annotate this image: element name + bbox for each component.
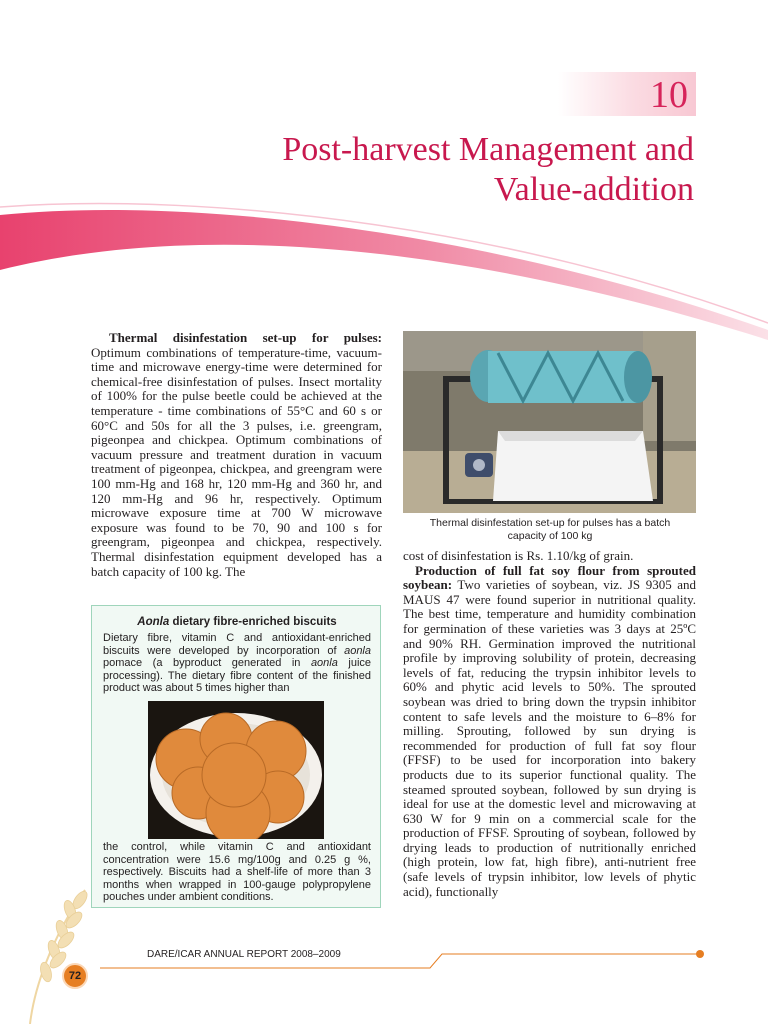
- chapter-number: 10: [650, 74, 688, 116]
- text-segment: juice processing). The dietary fibre content of the finished product was about 5 times higher than: [103, 657, 372, 695]
- title-italic: Aonla: [137, 616, 170, 628]
- paragraph-thermal-disinfestation: [91, 331, 382, 579]
- wheat-ear-decoration: [0, 880, 110, 1024]
- photo-thermal-setup: [403, 331, 696, 513]
- feature-box-title: [92, 616, 382, 628]
- chapter-title-line-1: Post-harvest Management and: [282, 131, 694, 168]
- feature-box-aonla-biscuits: [91, 605, 381, 908]
- paragraph-continuation: cost of disinfestation is Rs. 1.10/kg of grain.: [403, 548, 634, 563]
- chapter-title-line-2: Value-addition: [493, 171, 694, 208]
- footer-rule: [40, 945, 720, 975]
- paragraph-body: Two varieties of soybean, viz. JS 9305 and MAUS 47 were found superior in nutritional quality. The best time, temperature and humidity combination for germination of these varieties was 3 days at 25ºC and 90% RH. Germination improved the nutritional profile by improving solubility of protein, decreasing levels of fat, reducing the trypsin inhibitor levels to 60% and phytic acid levels to 50%. The sprouted soybean was dried to bring down the trypsin inhibitor content to safe levels and the moisture to 6–8% for milling. Sprouting, followed by sun drying is recommended for production of full fat soy flour (FFSF) to be used for incorporation into bakery products due to its superior functional quality. The steamed sprouted soybean, followed by sun drying is ideal for use at the domestic level and microwaving at 630 W for 9 min on a commercial scale for the production of FFSF. Sprouting of soybean, followed by drying leads to production of nutritionally enriched (high protein, low fat, high fibre), anti-nutrient free (safe levels of trypsin inhibitor, low levels of phytic acid), functionally: [403, 577, 696, 899]
- title-rest: dietary fibre-enriched biscuits: [169, 616, 337, 628]
- photo-caption: Thermal disinfestation set-up for pulses has a batch capacity of 100 kg: [429, 517, 671, 542]
- feature-box-text-top: [103, 632, 371, 695]
- biscuits-plate-illustration: [148, 701, 324, 839]
- paragraph-soy-flour: [403, 564, 696, 900]
- photo-biscuits: [148, 701, 324, 839]
- text-italic: aonla: [310, 657, 338, 670]
- text-segment: pomace (a byproduct generated in: [103, 657, 311, 670]
- decorative-swoosh: [0, 195, 768, 345]
- thermal-setup-illustration: [403, 331, 696, 513]
- feature-box-text-bottom: the control, while vitamin C and antioxidant concentration were 15.6 mg/100g and 0.25 g %, respectively. Biscuits had a shelf-life of more than 3 months when wrapped in 100-gauge polypropylene pouches under ambient conditions.: [103, 841, 371, 904]
- text-segment: Dietary fibre, vitamin C and antioxidant-enriched biscuits were developed by incorporation of: [103, 632, 371, 657]
- paragraph-body: Optimum combinations of temperature-time, vacuum-time and microwave energy-time were determined for chemical-free disinfestation of pulses. Insect mortality of 100% for the pulse beetle could be achieved at the temperature - time combinations of 55°C and 60 s or 60°C and 50s for all the 3 pulses, i.e. greengram, pigeonpea and chickpea. Optimum combinations of vacuum pressure and treatment duration in vacuum treatment of pigeonpea, chickpea, and greengram were 100 mm-Hg and 168 hr, 120 mm-Hg and 360 hr, and 120 mm-Hg and 96 hr, respectively. Optimum microwave exposure time at 700 W microwave exposure was found to be 70, 90 and 100 s for greengram, pigeonpea and chickpea, respectively. Thermal disinfestation equipment developed has a batch capacity of 100 kg. The: [91, 344, 382, 579]
- paragraph-lead: Production of full fat soy flour from sprouted soybean:: [403, 562, 696, 593]
- footer-report-title: DARE/ICAR ANNUAL REPORT 2008–2009: [147, 949, 341, 960]
- right-column-text: [403, 549, 696, 899]
- left-column-text: [91, 331, 382, 579]
- page-number-badge: [62, 963, 88, 989]
- page-number: 72: [68, 970, 82, 982]
- chapter-number-block: [558, 72, 696, 116]
- paragraph-lead: Thermal disinfestation set-up for pulses:: [109, 330, 382, 345]
- text-italic: aonla: [344, 644, 371, 657]
